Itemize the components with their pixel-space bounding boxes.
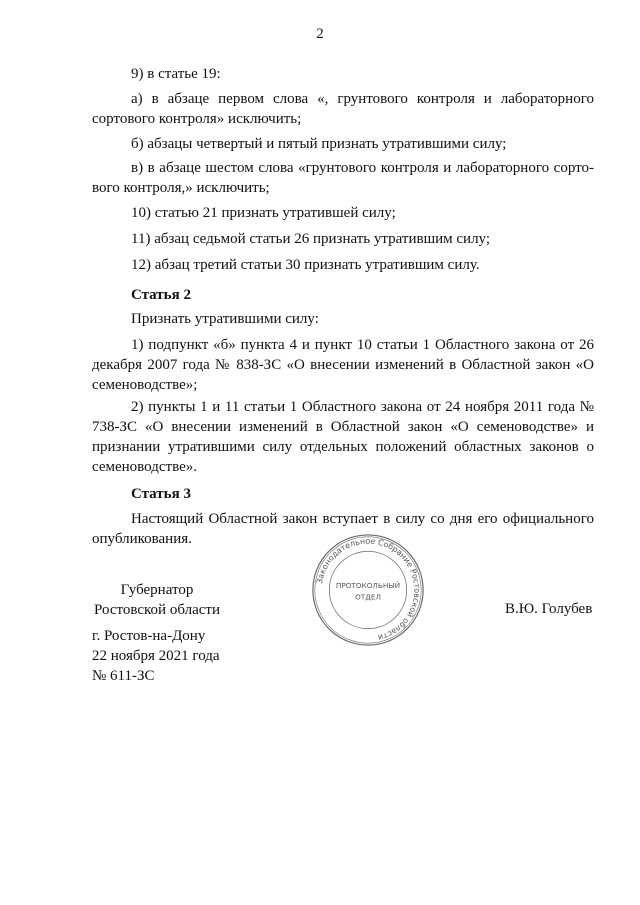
signatory-name: В.Ю. Голубев [505,601,593,617]
signatory-title [88,580,226,620]
list-item: 10) статью 21 признать утратившей силу; [131,205,396,221]
list-item: а) в абзаце первом слова «, грунтового контроля и лабораторного сортового контроля» исключить; [92,91,594,127]
article-2-paragraph-1: 1) подпункт «б» пункта 4 и пункт 10 статьи 1 Областного закона от 26 декабря 2007 года № 838-ЗС «О внесении изменений в Областной закон «О семеноводстве»; [92,337,594,393]
list-item: 9) в статье 19: [131,66,221,82]
list-item: б) абзацы четвертый и пятый признать утратившими силу; [131,136,507,152]
article-2-heading: Статья 2 [131,287,191,303]
document-number: № 611-ЗС [92,668,155,684]
stamp-ring-text: Законодательное Собрание Ростовской области [315,536,422,643]
list-item: 12) абзац третий статьи 30 признать утратившим силу. [131,257,480,273]
stamp-center-line: ПРОТОКОЛЬНЫЙ [335,581,401,591]
article-3-heading: Статья 3 [131,486,191,502]
article-3-text: Настоящий Областной закон вступает в силу со дня его официального опубликования. [92,511,594,547]
signatory-title-line: Ростовской области [94,602,220,618]
document-city: г. Ростов-на-Дону [92,628,206,644]
article-2-paragraph-2: 2) пункты 1 и 11 статьи 1 Областного закона от 24 ноября 2011 года № 738-ЗС «О внесении изменений в Областной закон «О семеноводстве» и признании утратившими силу отдельных положений областных законов о семеноводстве». [92,399,594,475]
document-date: 22 ноября 2021 года [92,648,220,664]
list-item: в) в абзаце шестом слова «грунтового контроля и лабораторного сорто-вого контроля,» исключить; [92,160,594,196]
page-number: 2 [316,26,324,42]
signatory-title-line: Губернатор [120,582,194,598]
document-details [92,626,220,686]
article-2-intro: Признать утратившими силу: [131,311,319,327]
list-item: 11) абзац седьмой статьи 26 признать утратившим силу; [131,231,491,247]
stamp-center-line: ОТДЕЛ [355,592,381,602]
official-stamp [310,532,426,648]
